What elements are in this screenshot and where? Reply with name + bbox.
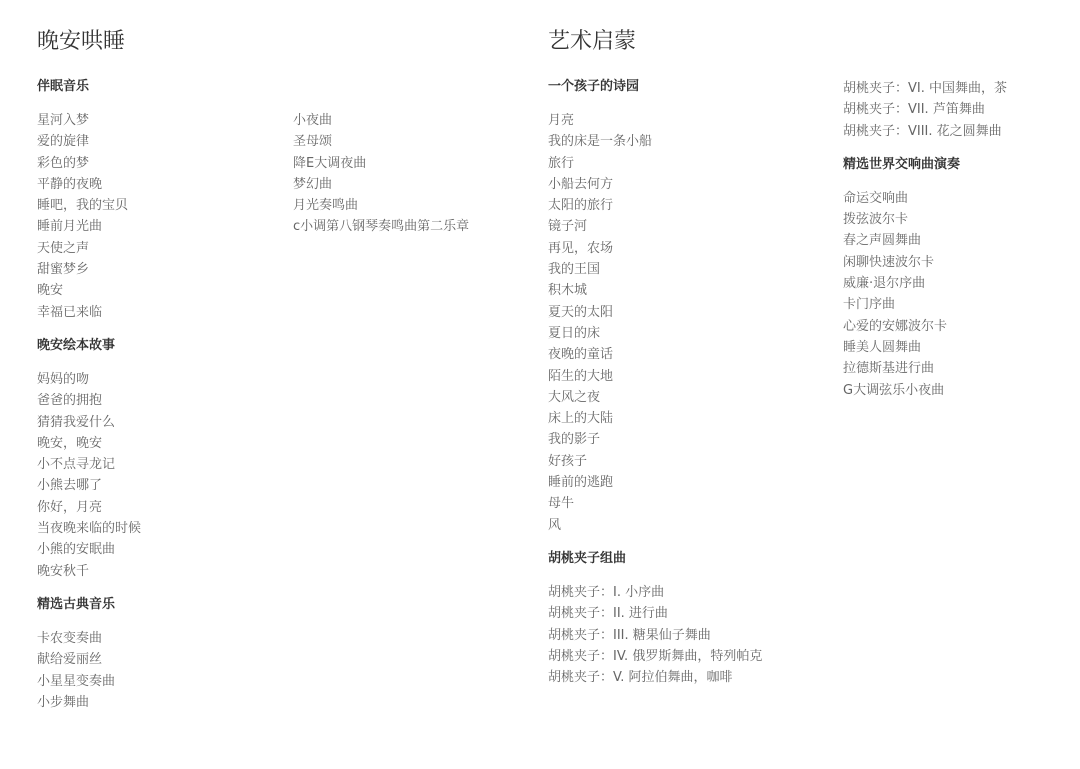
list-item[interactable]: 小不点寻龙记 (37, 457, 116, 473)
list-item[interactable]: 我的影子 (548, 432, 601, 448)
list-item[interactable]: 甜蜜梦乡 (37, 262, 90, 278)
list-item[interactable]: 夜晚的童话 (548, 347, 614, 363)
list-item[interactable]: c小调第八钢琴奏鸣曲第二乐章 (293, 219, 470, 235)
list-item[interactable]: 拉德斯基进行曲 (843, 361, 935, 377)
list-item[interactable]: 晚安秋千 (37, 563, 90, 579)
list-item[interactable]: 胡桃夹子：IV. 俄罗斯舞曲，特列帕克 (548, 648, 763, 664)
list-item[interactable]: 闲聊快速波尔卡 (843, 254, 935, 270)
group-title-sleep-music: 伴眠音乐 (37, 79, 90, 94)
list-item[interactable]: 小夜曲 (293, 113, 333, 128)
list-item[interactable]: 天使之声 (37, 240, 90, 256)
list-item[interactable]: 小熊去哪了 (37, 478, 103, 494)
section-title-sleep: 晚安哄睡 (37, 29, 126, 54)
group-childs-garden-of-verses (548, 78, 763, 536)
sleep-music-list-1 (37, 110, 267, 323)
list-item[interactable]: 胡桃夹子：VII. 芦笛舞曲 (843, 102, 985, 118)
group-title-bedtime-stories: 晚安绘本故事 (37, 337, 116, 353)
list-item[interactable]: 积木城 (548, 283, 588, 299)
group-nutcracker-suite (548, 550, 763, 688)
list-item[interactable]: 彩色的梦 (37, 155, 90, 171)
column-sleep-music-continued (293, 78, 523, 238)
list-item[interactable]: 当夜晚来临的时候 (37, 521, 142, 537)
nutcracker-list-continued (843, 78, 1058, 142)
sleep-music-list-2 (293, 110, 523, 238)
column-sleep-main (37, 78, 267, 727)
list-item[interactable]: 风 (548, 517, 562, 533)
list-item[interactable]: 旅行 (548, 155, 575, 171)
list-item[interactable]: 母牛 (548, 496, 575, 512)
list-item[interactable]: 睡前的逃跑 (548, 475, 614, 491)
group-title-childs-garden: 一个孩子的诗园 (548, 79, 640, 94)
list-item[interactable]: 月光奏鸣曲 (293, 198, 359, 214)
list-item[interactable]: 胡桃夹子：VIII. 花之圆舞曲 (843, 123, 1002, 139)
list-item[interactable]: 命运交响曲 (843, 190, 909, 206)
group-title-classical-music: 精选古典音乐 (37, 596, 116, 612)
group-sleep-music (37, 78, 267, 323)
list-item[interactable]: 晚安，晚安 (37, 435, 103, 451)
list-item[interactable]: 爱的旋律 (37, 134, 90, 150)
list-item[interactable]: 陌生的大地 (548, 368, 614, 384)
list-item[interactable]: 妈妈的吻 (37, 371, 90, 387)
list-item[interactable]: 床上的大陆 (548, 411, 614, 427)
list-item[interactable]: 胡桃夹子：II. 进行曲 (548, 606, 668, 622)
list-item[interactable]: 睡吧，我的宝贝 (37, 198, 129, 214)
list-item[interactable]: 卡农变奏曲 (37, 630, 103, 646)
group-title-world-symphonies: 精选世界交响曲演奏 (843, 156, 961, 172)
list-item[interactable]: 春之声圆舞曲 (843, 233, 922, 249)
list-item[interactable]: 再见，农场 (548, 240, 614, 256)
list-item[interactable]: 我的王国 (548, 262, 601, 278)
list-item[interactable]: 胡桃夹子：VI. 中国舞曲，茶 (843, 81, 1007, 96)
list-item[interactable]: 太阳的旅行 (548, 198, 614, 214)
section-title-art: 艺术启蒙 (548, 29, 637, 54)
list-item[interactable]: 拨弦波尔卡 (843, 212, 909, 228)
list-item[interactable]: 平静的夜晚 (37, 176, 103, 192)
column-art-continued (843, 78, 1058, 415)
list-item[interactable]: 星河入梦 (37, 113, 90, 128)
list-item[interactable]: G大调弦乐小夜曲 (843, 382, 945, 398)
group-nutcracker-continued (843, 78, 1058, 142)
list-item[interactable]: 胡桃夹子：V. 阿拉伯舞曲，咖啡 (548, 670, 733, 686)
list-item[interactable]: 你好，月亮 (37, 499, 103, 515)
group-title-nutcracker: 胡桃夹子组曲 (548, 550, 627, 566)
symphonies-list (843, 188, 1058, 401)
list-item[interactable]: 月亮 (548, 113, 575, 128)
list-item[interactable]: 梦幻曲 (293, 176, 333, 192)
list-item[interactable]: 心爱的安娜波尔卡 (843, 318, 948, 334)
list-item[interactable]: 小船去何方 (548, 176, 614, 192)
list-item[interactable]: 好孩子 (548, 453, 588, 469)
nutcracker-list (548, 582, 763, 688)
poems-list (548, 110, 763, 536)
list-item[interactable]: 我的床是一条小船 (548, 134, 653, 150)
list-item[interactable]: 小星星变奏曲 (37, 673, 116, 689)
list-item[interactable]: 献给爱丽丝 (37, 652, 103, 668)
list-item[interactable]: 镜子河 (548, 219, 588, 235)
list-item[interactable]: 幸福已来临 (37, 304, 103, 320)
group-classical-music (37, 596, 267, 713)
list-item[interactable]: 小步舞曲 (37, 694, 90, 710)
classical-music-list (37, 628, 267, 713)
list-item[interactable]: 胡桃夹子：I. 小序曲 (548, 584, 665, 600)
list-item[interactable]: 圣母颂 (293, 134, 333, 150)
column-art-main (548, 78, 763, 702)
list-item[interactable]: 大风之夜 (548, 389, 601, 405)
list-item[interactable]: 卡门序曲 (843, 297, 896, 313)
group-world-symphonies (843, 156, 1058, 401)
list-item[interactable]: 爸爸的拥抱 (37, 393, 103, 409)
list-item[interactable]: 威廉·退尔序曲 (843, 276, 926, 292)
bedtime-stories-list (37, 369, 267, 582)
list-item[interactable]: 猜猜我爱什么 (37, 414, 116, 430)
list-item[interactable]: 小熊的安眠曲 (37, 542, 116, 558)
group-bedtime-stories (37, 337, 267, 582)
list-item[interactable]: 夏日的床 (548, 325, 601, 341)
list-item[interactable]: 降E大调夜曲 (293, 155, 367, 171)
list-item[interactable]: 夏天的太阳 (548, 304, 614, 320)
list-item[interactable]: 晚安 (37, 283, 64, 299)
list-item[interactable]: 睡美人圆舞曲 (843, 339, 922, 355)
list-item[interactable]: 睡前月光曲 (37, 219, 103, 235)
list-item[interactable]: 胡桃夹子：III. 糖果仙子舞曲 (548, 627, 711, 643)
